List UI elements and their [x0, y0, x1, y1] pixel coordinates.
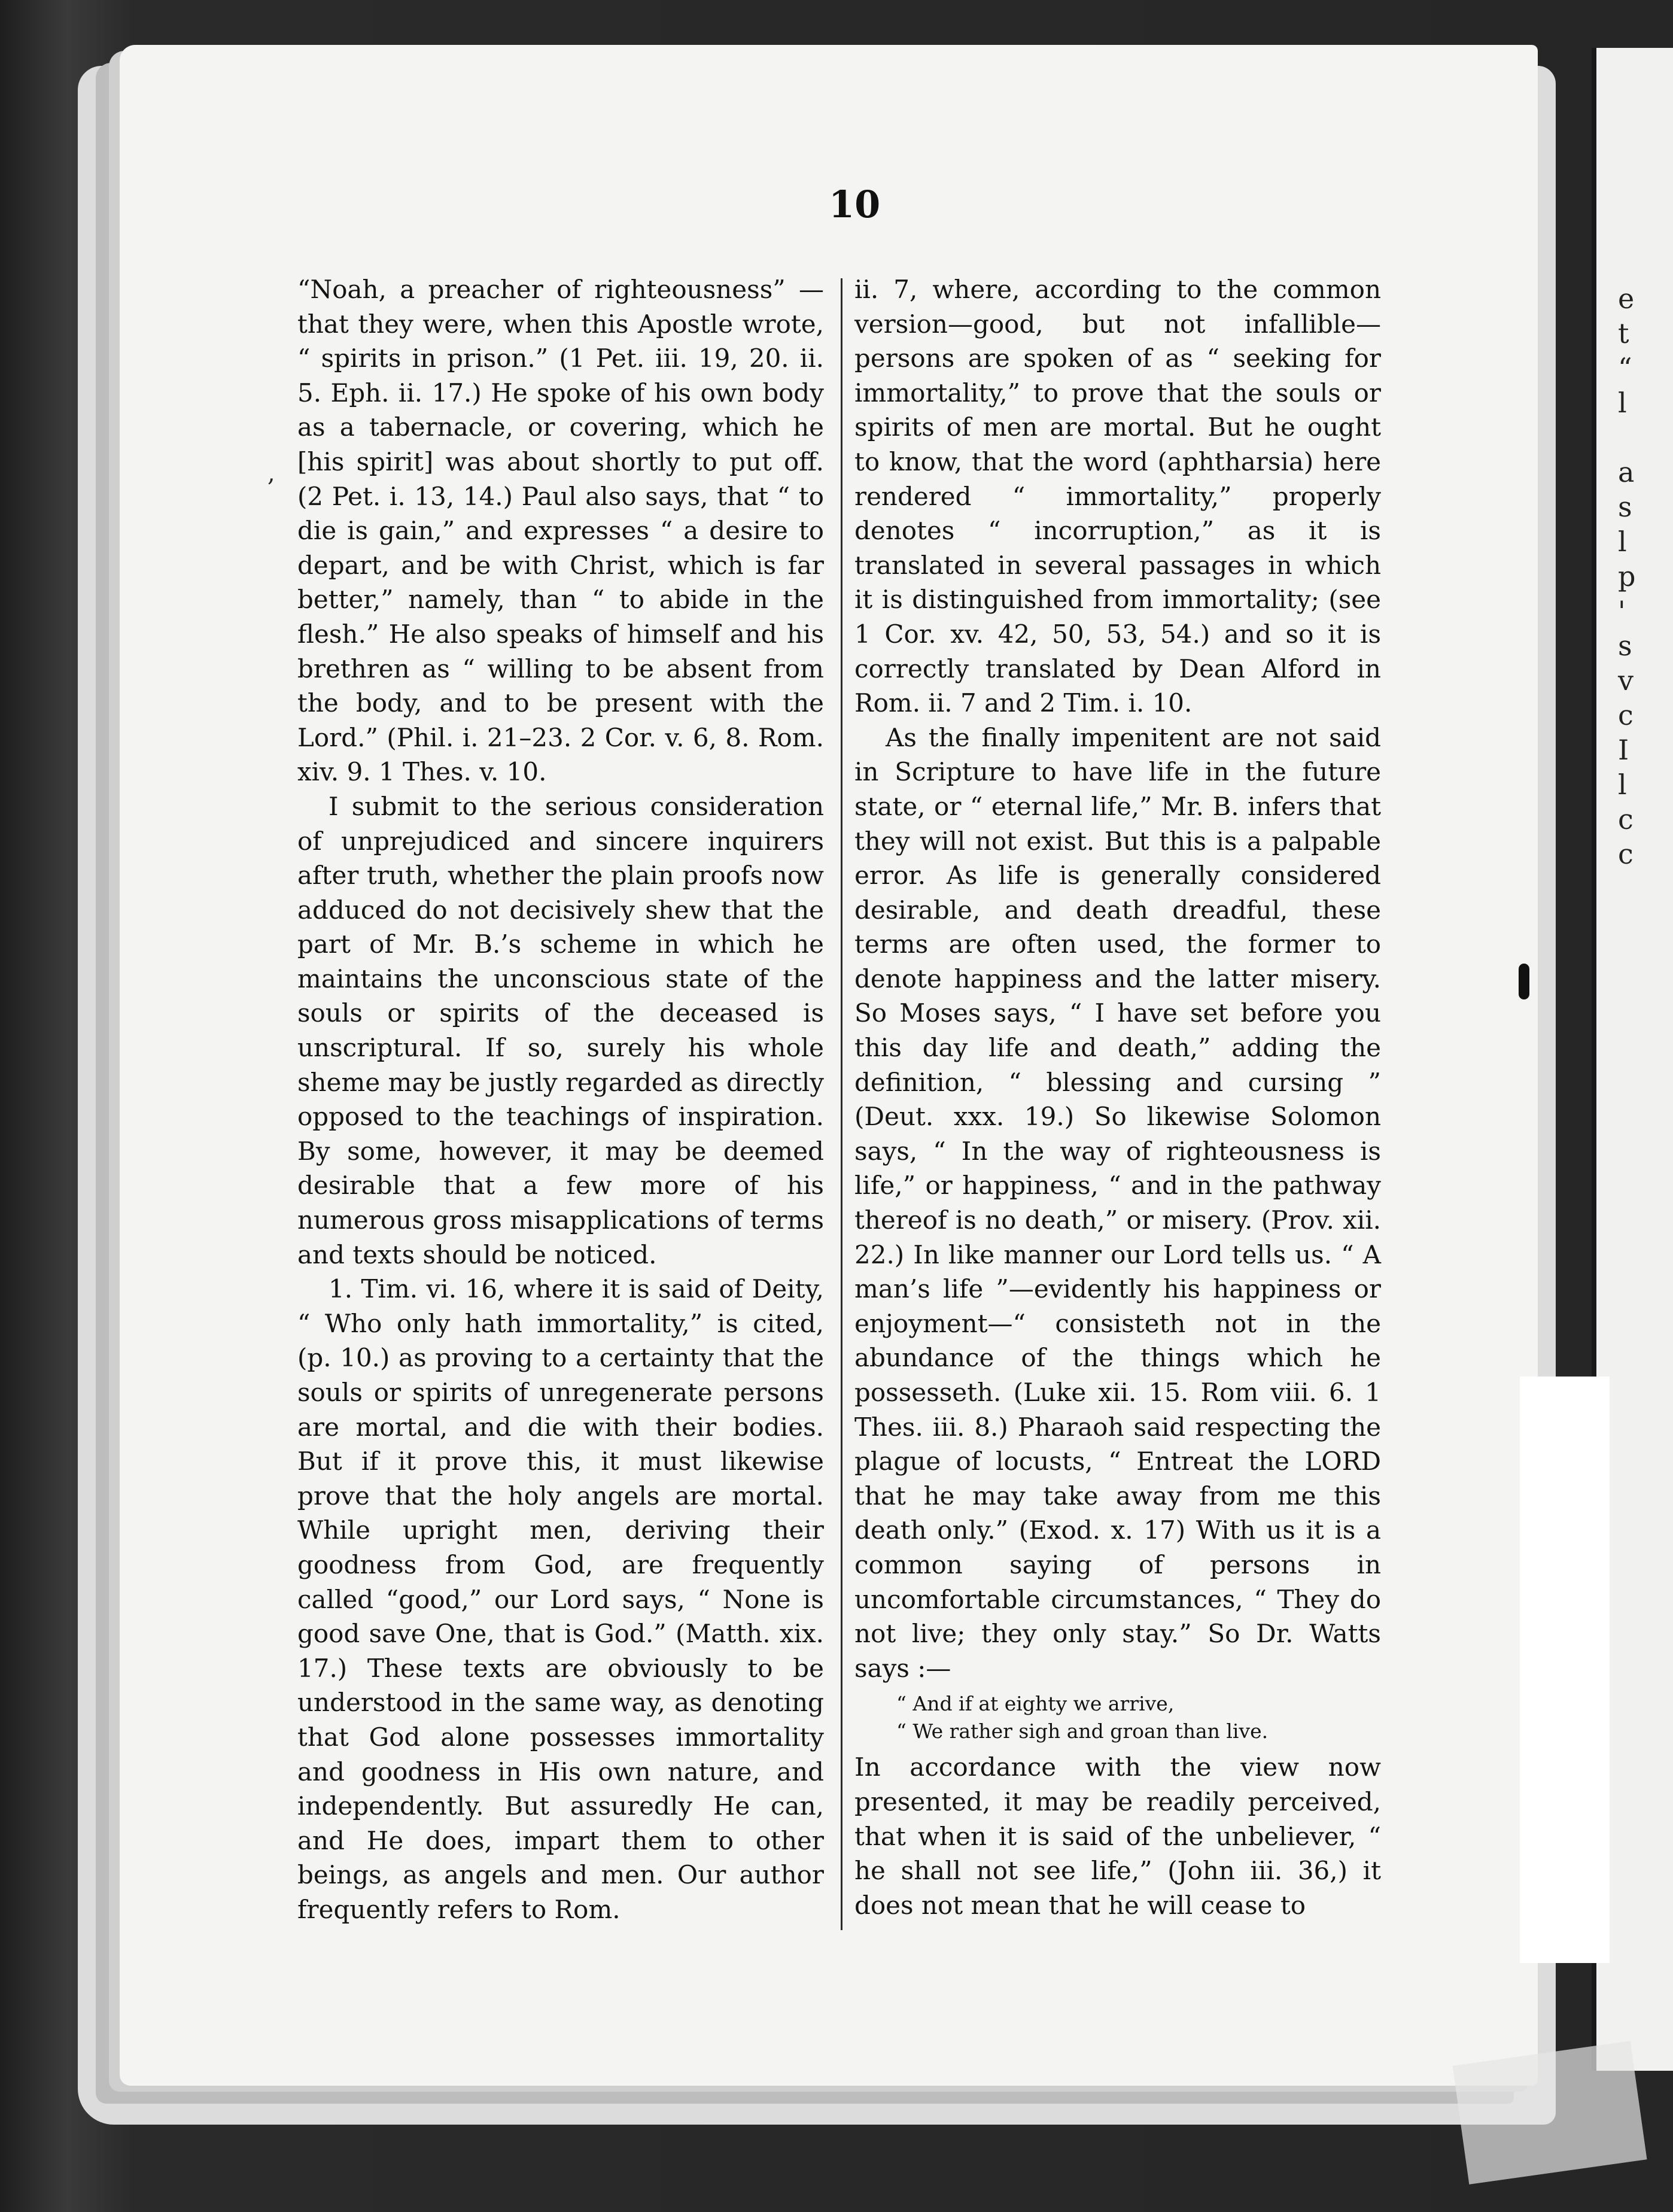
poem-quote	[896, 1690, 1381, 1745]
poem-line-1: “ And if at eighty we arrive,	[896, 1692, 1175, 1716]
margin-mark: ,	[267, 460, 275, 487]
left-column	[297, 272, 824, 1927]
page-number: 10	[829, 183, 881, 226]
right-paragraph-2: As the finally impenitent are not said in Scripture to have life in the future state, or “ eternal life,” Mr. B. infers that they will not exist. But this is a palpable error. As life is generally considered desirable, and death dreadful, these terms are often used, the former to denote happiness and the latter misery. So Moses says, “ I have set before you this day life and death,” adding the definition, “ blessing and cursing ” (Deut. xxx. 19.) So likewise Solomon says, “ In the way of righteousness is life,” or happiness, “ and in the pathway thereof is no death,” or misery. (Prov. xii. 22.) In like manner our Lord tells us. “ A man’s life ”—evidently his happiness or enjoyment—“ consisteth not in the abundance of the things which he possesseth. (Luke xii. 15. Rom viii. 6. 1 Thes. iii. 8.) Pharaoh said respecting the plague of locusts, “ Entreat the LORD that he may take away from me this death only.” (Exod. x. 17) With us it is a common saying of persons in uncomfortable circumstances, “ They do not live; they only stay.” So Dr. Watts says :—	[854, 722, 1381, 1683]
ink-blot	[1519, 964, 1529, 999]
adjacent-page-letters: e t “ l a s l p ' s v c I l c c	[1618, 282, 1636, 870]
right-paragraph-1: ii. 7, where, according to the common version—good, but not infallible—persons are spoken of as “ seeking for immortality,” to prove that the souls or spirits of men are mortal. But he ought to know, that the word (aphtharsia) here rendered “ immortality,” properly denotes “ incorruption,” as it is translated in several passages in which it is distinguished from immortality; (see 1 Cor. xv. 42, 50, 53, 54.) and so it is correctly translated by Dean Alford in Rom. ii. 7 and 2 Tim. i. 10.	[854, 275, 1381, 718]
right-column	[854, 272, 1381, 1922]
left-paragraph-3: 1. Tim. vi. 16, where it is said of Deity, “ Who only hath immortality,” is cited, (p. 10.) as proving to a certainty that the souls or spirits of unregenerate persons are mortal, and die with their bodies. But if it prove this, it must likewise prove that the holy angels are mortal. While upright men, deriving their goodness from God, are frequently called “good,” our Lord says, “ None is good save One, that is God.” (Matth. xix. 17.) These texts are obviously to be understood in the same way, as denoting that God alone possesses immortality and goodness in His own nature, and independently. But assuredly He can, and He does, impart them to other beings, as angels and men. Our author frequently refers to Rom.	[297, 1274, 824, 1924]
right-paragraph-3: In accordance with the view now presented, it may be readily perceived, that when it is said of the unbeliever, “ he shall not see life,” (John iii. 36,) it does not mean that he will cease to	[854, 1752, 1381, 1920]
paper-tab	[1453, 2041, 1647, 2184]
column-divider	[841, 278, 842, 1930]
left-paragraph-1: “Noah, a preacher of righteousness” —that they were, when this Apostle wrote, “ spirits in prison.” (1 Pet. iii. 19, 20. ii. 5. Eph. ii. 17.) He spoke of his own body as a tabernacle, or covering, which he [his spirit] was about shortly to put off. (2 Pet. i. 13, 14.) Paul also says, that “ to die is gain,” and expresses “ a desire to depart, and be with Christ, which is far better,” namely, than “ to abide in the flesh.” He also speaks of himself and his brethren as “ willing to be absent from the body, and to be present with the Lord.” (Phil. i. 21–23. 2 Cor. v. 6, 8. Rom. xiv. 9. 1 Thes. v. 10.	[297, 275, 824, 787]
left-paragraph-2: I submit to the serious consideration of unprejudiced and sincere inquirers after truth, whether the plain proofs now adduced do not decisively shew that the part of Mr. B.’s scheme in which he maintains the unconscious state of the souls or spirits of the deceased is unscriptural. If so, surely his whole sheme may be justly regarded as directly opposed to the teachings of inspiration. By some, however, it may be deemed desirable that a few more of his numerous gross misapplications of terms and texts should be noticed.	[297, 791, 824, 1269]
paper-flap	[1520, 1377, 1610, 1963]
poem-line-2: “ We rather sigh and groan than live.	[896, 1719, 1269, 1743]
